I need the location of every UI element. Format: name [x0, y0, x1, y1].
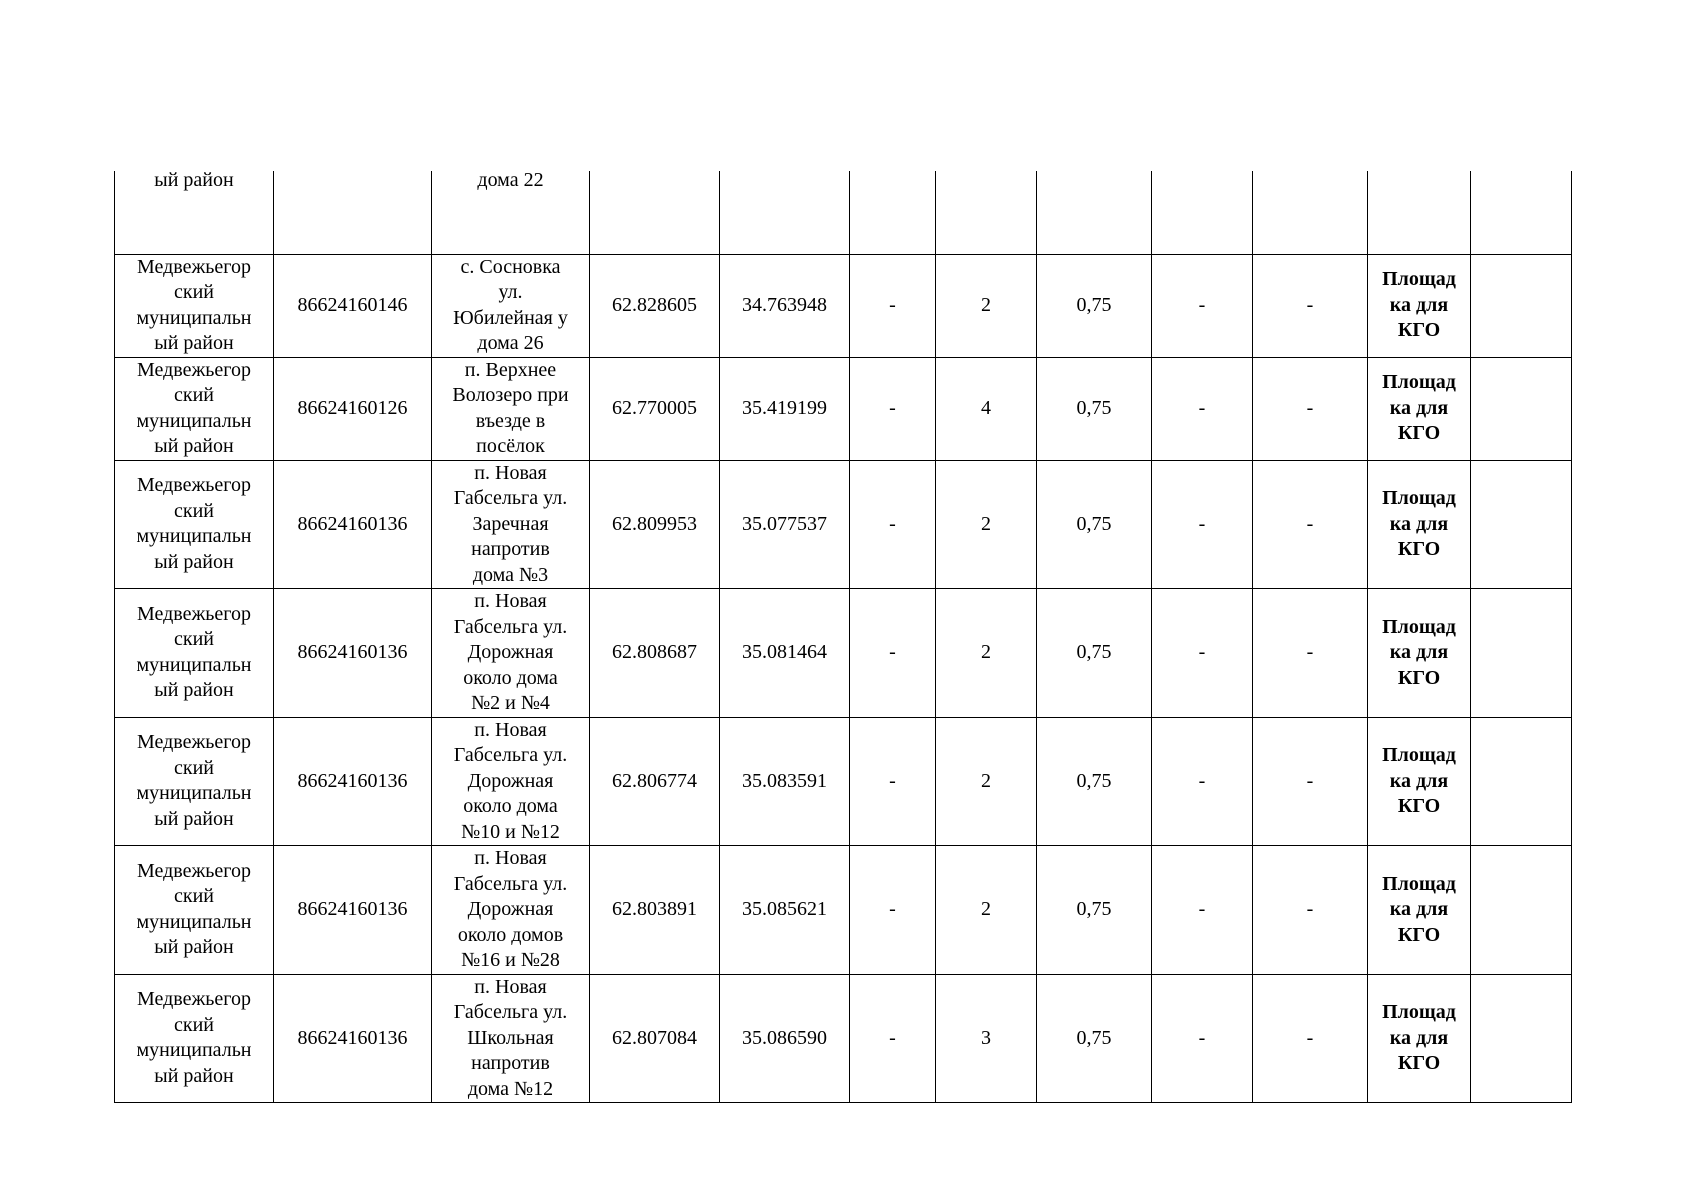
container-count-cell-text: 4 [981, 396, 991, 419]
latitude-cell-text: 62.808687 [612, 641, 697, 663]
container-volume-cell [1037, 717, 1152, 846]
longitude-cell [720, 846, 850, 975]
column-10-cell [1253, 974, 1368, 1103]
column-6-cell [850, 254, 936, 357]
column-9-cell-text: - [1198, 641, 1206, 663]
address-cell [432, 589, 590, 718]
site-type-cell-text: Площад ка для КГО [1382, 371, 1456, 445]
oktmo-code-cell-text: 86624160136 [297, 769, 408, 792]
address-cell [432, 171, 590, 254]
column-12-cell [1471, 717, 1572, 846]
column-9-cell [1152, 974, 1253, 1103]
latitude-cell-text: 62.828605 [612, 293, 697, 316]
column-6-cell-text: - [889, 396, 896, 419]
site-type-cell [1368, 254, 1471, 357]
table-row-continued [115, 171, 1572, 254]
container-count-cell [936, 974, 1037, 1103]
address-cell-text: с. Сосновка ул. Юбилейная у дома 26 [453, 255, 568, 354]
column-6-cell [850, 171, 936, 254]
latitude-cell [590, 589, 720, 718]
container-volume-cell [1037, 357, 1152, 460]
container-volume-cell [1037, 460, 1152, 589]
oktmo-code-cell [274, 846, 432, 975]
container-count-cell-text: 2 [981, 769, 991, 792]
address-cell [432, 357, 590, 460]
oktmo-code-cell [274, 460, 432, 589]
district-cell [115, 460, 274, 589]
site-type-cell-text: Площад ка для КГО [1382, 615, 1456, 689]
column-12-cell [1471, 846, 1572, 975]
table-row [115, 589, 1572, 718]
district-cell [115, 171, 274, 254]
column-10-cell [1253, 171, 1368, 254]
column-6-cell [850, 357, 936, 460]
column-9-cell [1152, 357, 1253, 460]
latitude-cell [590, 846, 720, 975]
container-volume-cell [1037, 846, 1152, 975]
column-12-cell [1471, 460, 1572, 589]
latitude-cell [590, 717, 720, 846]
district-cell [115, 589, 274, 718]
column-12-cell [1471, 171, 1572, 254]
address-cell-text: п. Новая Габсельга ул. Дорожная около дома №10 и №12 [453, 718, 568, 843]
column-12-cell [1471, 357, 1572, 460]
longitude-cell [720, 460, 850, 589]
longitude-cell-text: 35.419199 [742, 396, 827, 419]
column-6-cell [850, 460, 936, 589]
longitude-cell [720, 171, 850, 254]
column-6-cell-text: - [889, 293, 896, 316]
oktmo-code-cell [274, 589, 432, 718]
column-9-cell-text: - [1198, 769, 1206, 792]
longitude-cell-text: 35.086590 [742, 1026, 827, 1049]
address-cell [432, 717, 590, 846]
oktmo-code-cell-text: 86624160136 [297, 1026, 408, 1049]
table-row [115, 974, 1572, 1103]
longitude-cell-text: 35.083591 [742, 769, 827, 792]
longitude-cell-text: 34.763948 [742, 293, 827, 316]
oktmo-code-cell-text: 86624160126 [297, 396, 408, 419]
address-cell [432, 846, 590, 975]
container-count-cell [936, 460, 1037, 589]
oktmo-code-cell-text: 86624160136 [297, 512, 408, 535]
container-count-cell-text: 2 [981, 512, 991, 535]
column-9-cell-text: - [1198, 1026, 1206, 1049]
container-count-cell [936, 254, 1037, 357]
district-cell [115, 254, 274, 357]
table-row [115, 717, 1572, 846]
address-cell-text: п. Новая Габсельга ул. Школьная напротив дома №12 [453, 975, 568, 1100]
column-12-cell [1471, 254, 1572, 357]
latitude-cell-text: 62.803891 [612, 898, 697, 920]
address-cell-text: п. Верхнее Волозеро при въезде в посёлок [452, 358, 569, 457]
column-10-cell-text: - [1306, 641, 1314, 663]
column-9-cell [1152, 846, 1253, 975]
container-volume-cell-text: 0,75 [1076, 1026, 1112, 1049]
table-row [115, 357, 1572, 460]
column-10-cell-text: - [1306, 396, 1314, 419]
column-9-cell [1152, 460, 1253, 589]
table-row [115, 846, 1572, 975]
container-count-cell-text: 2 [981, 293, 991, 316]
container-volume-cell-text: 0,75 [1076, 898, 1112, 920]
latitude-cell-text: 62.809953 [612, 512, 697, 535]
container-volume-cell-text: 0,75 [1076, 396, 1112, 419]
address-cell-text: п. Новая Габсельга ул. Дорожная около дома №2 и №4 [453, 590, 568, 714]
column-9-cell [1152, 171, 1253, 254]
column-6-cell-text: - [889, 512, 896, 535]
container-count-cell [936, 846, 1037, 975]
column-10-cell [1253, 717, 1368, 846]
latitude-cell-text: 62.807084 [612, 1026, 697, 1049]
district-cell-text: Медвежьегор ский муниципальн ый район [136, 859, 252, 959]
oktmo-code-cell-text: 86624160136 [297, 898, 408, 920]
column-9-cell [1152, 254, 1253, 357]
longitude-cell [720, 357, 850, 460]
container-volume-cell [1037, 171, 1152, 254]
container-count-cell-text: 2 [981, 898, 991, 920]
site-type-cell [1368, 974, 1471, 1103]
latitude-cell [590, 171, 720, 254]
table-row [115, 460, 1572, 589]
column-6-cell [850, 974, 936, 1103]
column-10-cell [1253, 357, 1368, 460]
column-10-cell-text: - [1306, 1026, 1314, 1049]
site-type-cell-text: Площад ка для КГО [1382, 268, 1456, 342]
container-count-cell-text: 2 [981, 641, 991, 663]
table-row [115, 254, 1572, 357]
latitude-cell-text: 62.806774 [612, 769, 697, 792]
container-volume-cell [1037, 254, 1152, 357]
district-cell-text: Медвежьегор ский муниципальн ый район [136, 988, 252, 1087]
site-type-cell-text: Площад ка для КГО [1382, 744, 1456, 817]
site-type-cell [1368, 717, 1471, 846]
longitude-cell [720, 717, 850, 846]
address-cell [432, 974, 590, 1103]
column-10-cell-text: - [1306, 898, 1314, 920]
column-6-cell-text: - [889, 769, 896, 792]
site-type-cell [1368, 171, 1471, 254]
column-6-cell [850, 846, 936, 975]
oktmo-code-cell [274, 974, 432, 1103]
column-10-cell-text: - [1306, 293, 1314, 316]
column-10-cell [1253, 460, 1368, 589]
site-type-cell [1368, 589, 1471, 718]
oktmo-code-cell-text: 86624160136 [297, 641, 408, 663]
latitude-cell [590, 460, 720, 589]
container-volume-cell-text: 0,75 [1076, 641, 1112, 663]
address-cell-text: дома 22 [477, 171, 544, 191]
column-12-cell [1471, 589, 1572, 718]
container-count-cell [936, 589, 1037, 718]
district-cell [115, 846, 274, 975]
column-9-cell [1152, 589, 1253, 718]
oktmo-code-cell-text: 86624160146 [297, 293, 408, 316]
container-count-cell [936, 357, 1037, 460]
column-10-cell-text: - [1306, 769, 1314, 792]
oktmo-code-cell [274, 254, 432, 357]
district-cell-text: Медвежьегор ский муниципальн ый район [136, 731, 252, 830]
column-9-cell-text: - [1198, 512, 1206, 535]
column-9-cell-text: - [1198, 898, 1206, 920]
container-volume-cell-text: 0,75 [1076, 512, 1112, 535]
column-10-cell [1253, 846, 1368, 975]
longitude-cell [720, 254, 850, 357]
address-cell-text: п. Новая Габсельга ул. Заречная напротив дома №3 [453, 461, 568, 586]
district-cell-text: Медвежьегор ский муниципальн ый район [136, 358, 252, 457]
column-6-cell-text: - [889, 898, 896, 920]
column-10-cell [1253, 589, 1368, 718]
district-cell [115, 357, 274, 460]
address-cell [432, 460, 590, 589]
address-cell-text: п. Новая Габсельга ул. Дорожная около домов №16 и №28 [453, 847, 568, 971]
container-volume-cell-text: 0,75 [1076, 293, 1112, 316]
longitude-cell-text: 35.085621 [742, 898, 827, 920]
district-cell-text: Медвежьегор ский муниципальн ый район [136, 602, 252, 702]
longitude-cell [720, 589, 850, 718]
column-6-cell-text: - [889, 641, 896, 663]
column-6-cell [850, 589, 936, 718]
site-type-cell [1368, 460, 1471, 589]
container-volume-cell [1037, 589, 1152, 718]
column-9-cell-text: - [1198, 293, 1206, 316]
district-cell [115, 717, 274, 846]
column-6-cell-text: - [889, 1026, 896, 1049]
column-10-cell-text: - [1306, 512, 1314, 535]
site-type-cell [1368, 357, 1471, 460]
latitude-cell [590, 974, 720, 1103]
latitude-cell-text: 62.770005 [612, 396, 697, 419]
container-volume-cell-text: 0,75 [1076, 769, 1112, 792]
site-type-cell-text: Площад ка для КГО [1382, 872, 1456, 946]
site-type-cell [1368, 846, 1471, 975]
column-10-cell [1253, 254, 1368, 357]
container-count-cell [936, 171, 1037, 254]
longitude-cell-text: 35.081464 [742, 641, 827, 663]
oktmo-code-cell [274, 357, 432, 460]
waste-sites-table [114, 171, 1572, 1103]
district-cell-text: Медвежьегор ский муниципальн ый район [136, 255, 252, 354]
oktmo-code-cell [274, 717, 432, 846]
container-count-cell-text: 3 [981, 1026, 991, 1049]
column-9-cell-text: - [1198, 396, 1206, 419]
site-type-cell-text: Площад ка для КГО [1382, 1001, 1456, 1074]
latitude-cell [590, 357, 720, 460]
longitude-cell [720, 974, 850, 1103]
container-count-cell [936, 717, 1037, 846]
oktmo-code-cell [274, 171, 432, 254]
longitude-cell-text: 35.077537 [742, 512, 827, 535]
column-6-cell [850, 717, 936, 846]
district-cell-text: Медвежьегор ский муниципальн ый район [136, 474, 252, 573]
district-cell [115, 974, 274, 1103]
column-12-cell [1471, 974, 1572, 1103]
latitude-cell [590, 254, 720, 357]
district-cell-text: ый район [154, 171, 234, 191]
column-9-cell [1152, 717, 1253, 846]
container-volume-cell [1037, 974, 1152, 1103]
site-type-cell-text: Площад ка для КГО [1382, 487, 1456, 560]
address-cell [432, 254, 590, 357]
